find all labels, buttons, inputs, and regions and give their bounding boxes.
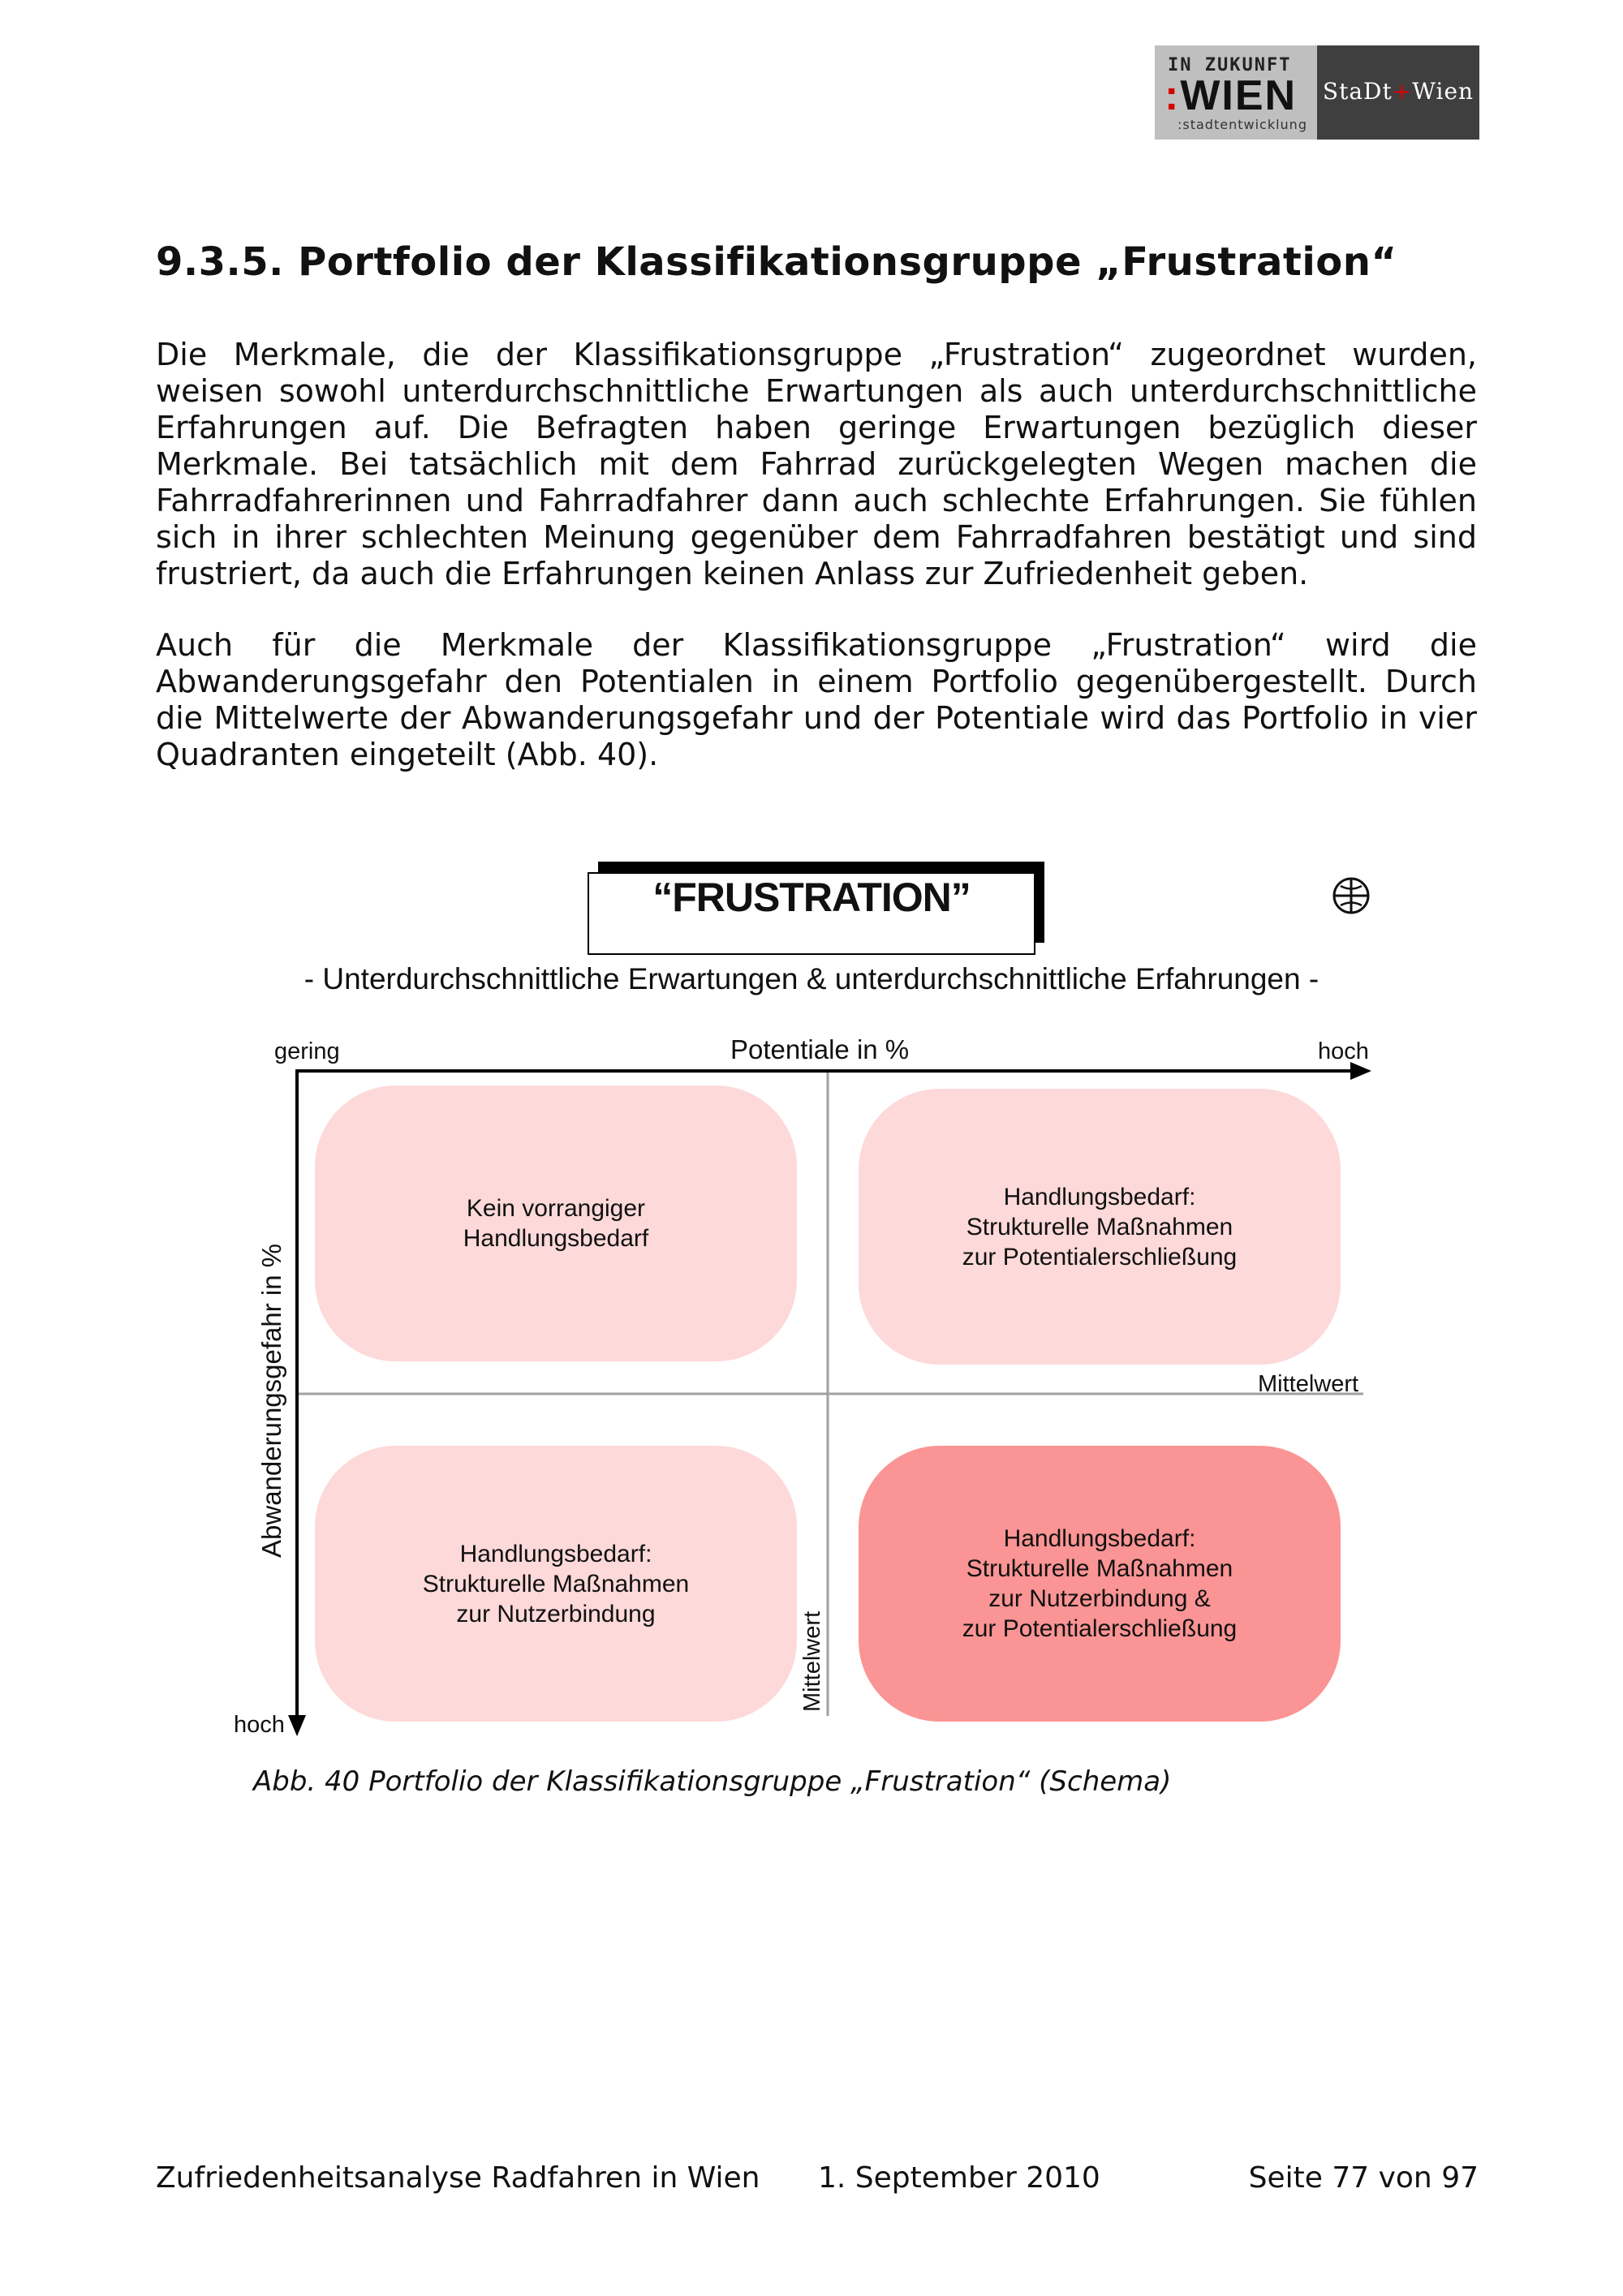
x-axis-low-label: gering [274,1038,340,1064]
y-axis-title: Abwanderungsgefahr in % [256,1243,286,1558]
section-title: 9.3.5. Portfolio der Klassifikationsgruppe „Frustration“ [156,239,1397,285]
x-axis-high-label: hoch [1318,1038,1369,1064]
mean-label-vertical: Mittelwert [799,1610,825,1712]
footer-date: 1. September 2010 [818,2161,1100,2195]
footer-document-title: Zufriedenheitsanalyse Radfahren in Wien [156,2161,760,2195]
logo-line1: IN ZUKUNFT [1168,55,1292,75]
paragraph-2: Auch für die Merkmale der Klassifikationsgruppe „Frustration“ wird die Abwanderungsgefahr den Potentialen in einem Portfolio gegenübergestellt. Durch die Mittelwerte der Abwanderungsgefahr und der Potentiale wird das Portfolio in vier Quadranten eingeteilt (Abb. 40). [156,627,1477,772]
mean-label-horizontal: Mittelwert [1258,1371,1359,1397]
paragraph-1: Die Merkmale, die der Klassifikationsgruppe „Frustration“ zugeordnet wurden, weisen sowohl unterdurchschnittliche Erwartungen als auch unterdurchschnittliche Erfahrungen auf. Die Befragten haben geringe Erwartungen bezüglich dieser Merkmale. Bei tatsächlich mit dem Fahrrad zurückgelegten Wegen machen die Fahrradfahrerinnen und Fahrradfahrer dann auch schlechte Erfahrungen. Sie fühlen sich in ihrer schlechten Meinung gegenüber dem Fahrradfahren bestätigt und sind frustriert, da auch die Erfahrungen keinen Anlass zur Zufriedenheit geben. [156,337,1477,591]
logo-city-text: StaDt+Wien [1322,78,1474,105]
y-axis-high-label: hoch [234,1712,285,1738]
quadrant-top-left-text: Kein vorrangiger Handlungsbedarf [463,1195,649,1252]
x-axis-title: Potentiale in % [730,1034,910,1064]
figure-caption: Abb. 40 Portfolio der Klassifikationsgruppe „Frustration“ (Schema) [253,1765,1172,1798]
figure-title: “FRUSTRATION” [652,875,971,920]
figure-subtitle: - Unterdurchschnittliche Erwartungen & unterdurchschnittliche Erfahrungen - [304,962,1319,995]
y-axis-arrow [288,1715,306,1736]
footer-page-number: Seite 77 von 97 [1248,2161,1479,2195]
quadrant-bottom-left-text: Handlungsbedarf: Strukturelle Maßnahmen zur Nutzerbindung [422,1540,690,1627]
quadrant-top-right-text: Handlungsbedarf: Strukturelle Maßnahmen zur Potentialerschließung [962,1183,1238,1271]
logo-line2: :WIEN [1165,72,1298,119]
quadrant-bottom-right-text: Handlungsbedarf: Strukturelle Maßnahmen zur Nutzerbindung & zur Potentialerschließung [962,1525,1238,1642]
logo-line3: :stadtentwicklung [1177,117,1307,132]
